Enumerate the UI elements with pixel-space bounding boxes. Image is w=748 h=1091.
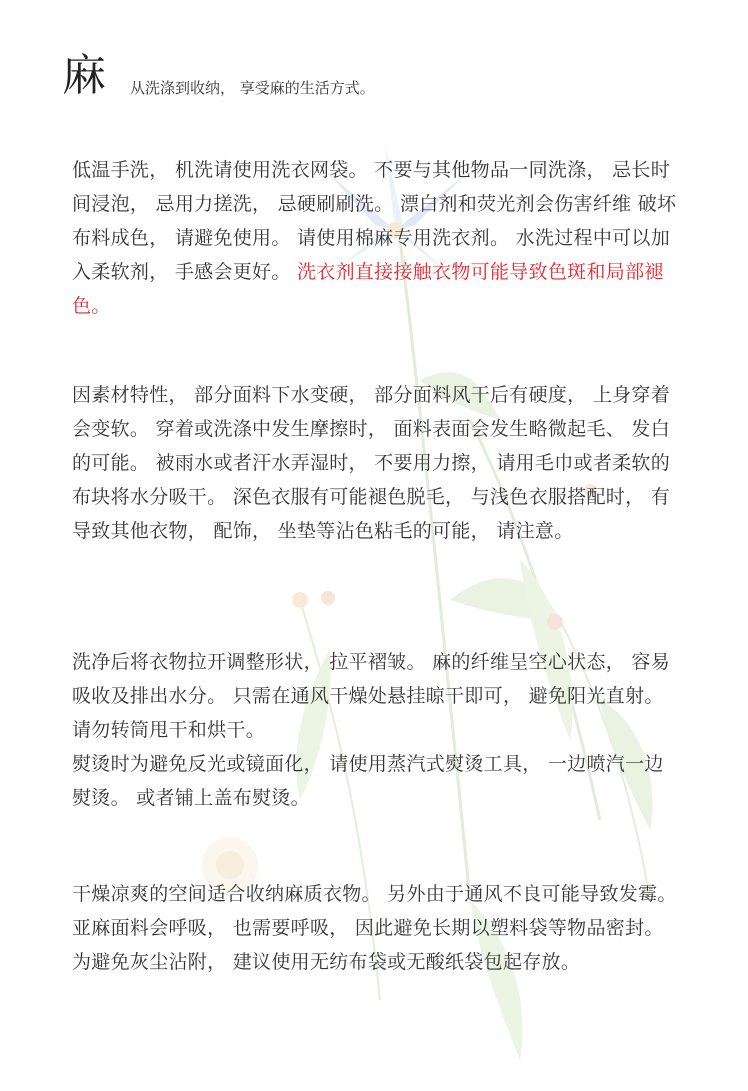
header-title: 麻	[62, 50, 106, 101]
washing-text: 低温手洗， 机洗请使用洗衣网袋。 不要与其他物品一同洗涤， 忌长时间浸泡， 忌用力搓洗， 忌硬刷刷洗。 漂白剂和荧光剂会伤害纤维 破坏布料成色， 请避免使用。 请使用棉麻专用洗衣剂。 水洗过程中可以加入柔软剂， 手感会更好。	[72, 159, 677, 283]
ironing-text: 熨烫时为避免反光或镜面化， 请使用蒸汽式熨烫工具， 一边喷汽一边熨烫。 或者铺上盖布熨烫。	[72, 753, 664, 809]
storage-section	[72, 877, 680, 979]
washing-warning: 洗衣剂直接接触衣物可能导致色斑和局部褪色。	[72, 261, 664, 317]
header-subtitle: 从洗涤到收纳， 享受麻的生活方式。	[130, 79, 375, 97]
wearing-text: 因素材特性， 部分面料下水变硬， 部分面料风干后有硬度， 上身穿着会变软。 穿着或洗涤中发生摩擦时， 面料表面会发生略微起毛、 发白的可能。 被雨水或者汗水弄湿时， 不要用力擦， 请用毛巾或者柔软的布块将水分吸干。 深色衣服有可能褪色脱毛， 与浅色衣服搭配时， 有导致其他衣物， 配饰， 坐垫等沾色粘毛的可能， 请注意。	[72, 384, 671, 542]
drying-section	[72, 645, 680, 815]
header	[62, 52, 375, 100]
drying-text: 洗净后将衣物拉开调整形状， 拉平褶皱。 麻的纤维呈空心状态， 容易吸收及排出水分。 只需在通风干燥处悬挂晾干即可， 避免阳光直射。 请勿转筒甩干和烘干。	[72, 651, 671, 741]
storage-text: 干燥凉爽的空间适合收纳麻质衣物。 另外由于通风不良可能导致发霉。 亚麻面料会呼吸， 也需要呼吸， 因此避免长期以塑料袋等物品密封。 为避免灰尘沾附， 建议使用无纺布袋或无酸纸袋包起存放。	[72, 883, 677, 973]
washing-section	[72, 153, 680, 323]
wearing-section	[72, 378, 680, 548]
